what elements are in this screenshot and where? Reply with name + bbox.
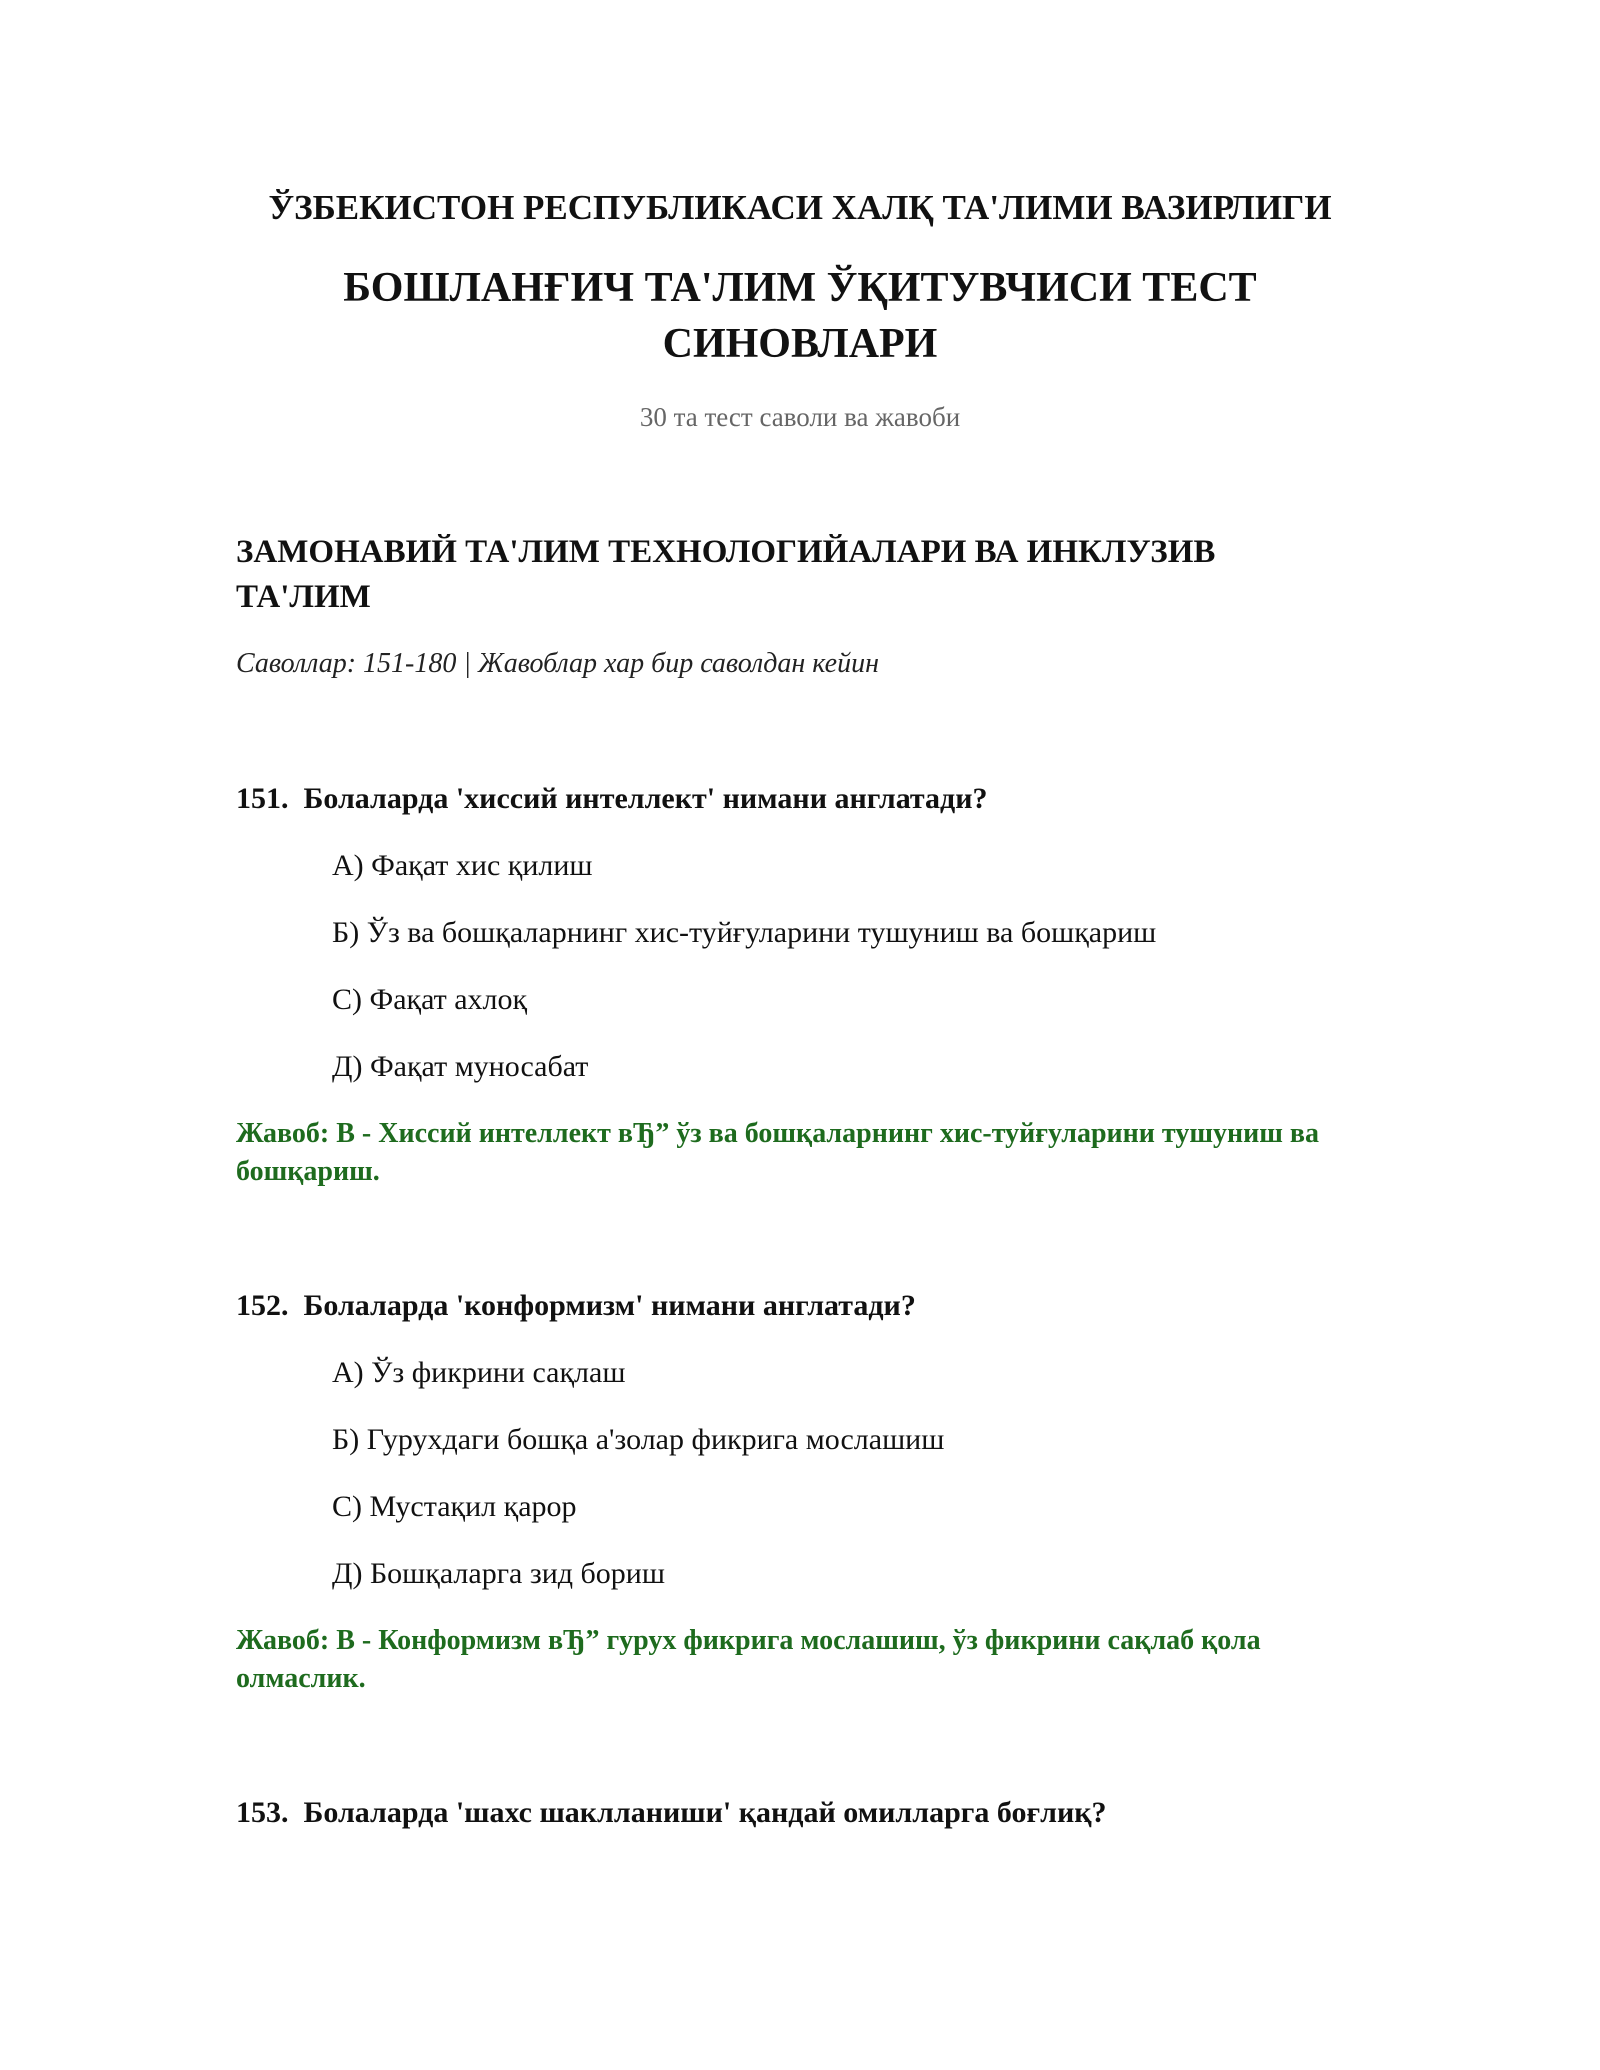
answer-text: Жавоб: В - Конформизм вЂ” гурух фикрига мослашиш, ўз фикрини сақлаб қола олмаслик. (236, 1625, 1261, 1694)
option-d: Д) Фақат муносабат (332, 1050, 589, 1083)
option-b: Б) Ўз ва бошқаларнинг хис-туйғуларини тушуниш ва бошқариш (332, 916, 1157, 949)
document-subtitle: 30 та тест саволи ва жавоби (639, 402, 961, 432)
option-a: А) Ўз фикрини сақлаш (332, 1356, 626, 1389)
question-152 (236, 1287, 1366, 1694)
question-text: 152. Болаларда 'конформизм' нимани англатади? (236, 1289, 916, 1322)
question-153 (236, 1794, 1366, 1832)
document-title: БОШЛАНҒИЧ ТА'ЛИМ ЎҚИТУВЧИСИ ТЕСТ СИНОВЛАРИ (343, 265, 1257, 367)
option-c: С) Фақат ахлоқ (332, 983, 528, 1016)
question-text: 153. Болаларда 'шахс шаклланиши' қандай омилларга боғлиқ? (236, 1796, 1107, 1829)
section-note: Саволлар: 151-180 | Жавоблар хар бир саволдан кейин (236, 648, 879, 679)
option-c: С) Мустақил қарор (332, 1490, 577, 1523)
section-title: ЗАМОНАВИЙ ТА'ЛИМ ТЕХНОЛОГИЙАЛАРИ ВА ИНКЛУЗИВ ТА'ЛИМ (236, 534, 1216, 615)
option-b: Б) Гурухдаги бошқа а'золар фикрига мослашиш (332, 1423, 945, 1456)
question-151 (236, 780, 1366, 1187)
question-text: 151. Болаларда 'хиссий интеллект' нимани англатади? (236, 782, 988, 815)
answer-text: Жавоб: В - Хиссий интеллект вЂ” ўз ва бошқаларнинг хис-туйғуларини тушуниш ва бошқариш. (236, 1118, 1319, 1187)
option-d: Д) Бошқаларга зид бориш (332, 1557, 665, 1590)
ministry-heading: ЎЗБЕКИСТОН РЕСПУБЛИКАСИ ХАЛҚ ТА'ЛИМИ ВАЗИРЛИГИ (268, 188, 1332, 227)
option-a: А) Фақат хис қилиш (332, 849, 593, 882)
